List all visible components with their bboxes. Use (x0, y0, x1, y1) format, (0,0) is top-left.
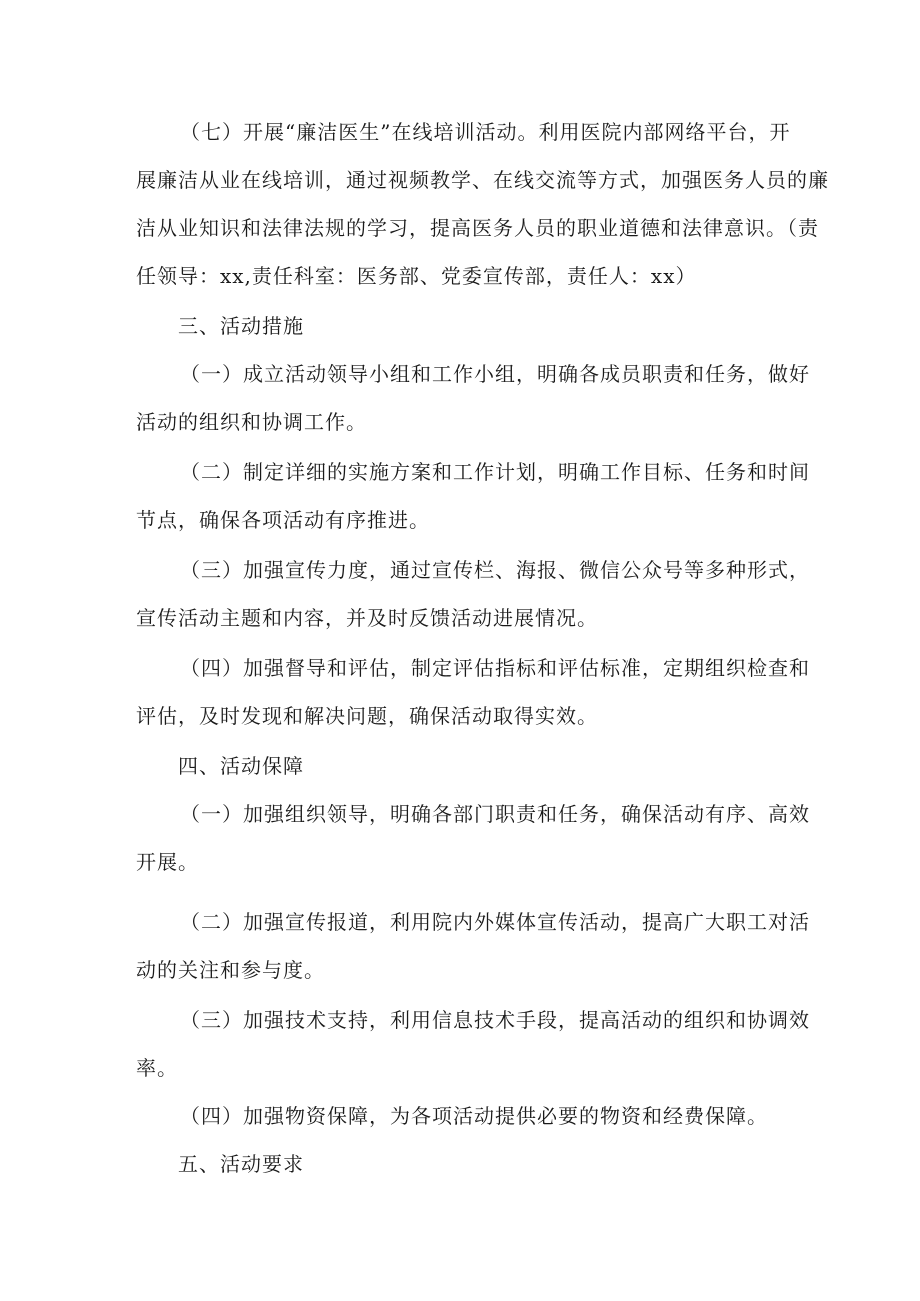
paragraph-line: （三）加强宣传力度，通过宣传栏、海报、微信公众号等多种形式， (180, 558, 810, 582)
paragraph-line: （一）加强组织领导，明确各部门职责和任务，确保活动有序、高效 (180, 802, 810, 826)
paragraph-line: （一）成立活动领导小组和工作小组，明确各成员职责和任务，做好 (180, 362, 810, 386)
paragraph-line: 宣传活动主题和内容，并及时反馈活动进展情况。 (136, 606, 598, 630)
paragraph-line: 节点，确保各项活动有序推进。 (136, 508, 430, 532)
paragraph-line: 开展。 (136, 850, 199, 874)
paragraph-line: （二）制定详细的实施方案和工作计划，明确工作目标、任务和时间 (180, 460, 810, 484)
paragraph-line: （七）开展“廉洁医生”在线培训活动。利用医院内部网络平台，开 (180, 120, 791, 144)
paragraph-line: 活动的组织和协调工作。 (136, 410, 367, 434)
paragraph-line: 评估，及时发现和解决问题，确保活动取得实效。 (136, 704, 598, 728)
paragraph-line: 率。 (136, 1056, 178, 1080)
paragraph-line: 任领导：xx,责任科室：医务部、党委宣传部，责任人：xx） (136, 264, 697, 288)
paragraph-line: 动的关注和参与度。 (136, 958, 325, 982)
paragraph-line: 洁从业知识和法律法规的学习，提高医务人员的职业道德和法律意识。（责 (136, 216, 819, 240)
paragraph-line: （三）加强技术支持，利用信息技术手段，提高活动的组织和协调效 (180, 1008, 810, 1032)
paragraph-line: （四）加强物资保障，为各项活动提供必要的物资和经费保障。 (180, 1104, 768, 1128)
section-heading: 五、活动要求 (178, 1152, 304, 1176)
paragraph-line: 展廉洁从业在线培训，通过视频教学、在线交流等方式，加强医务人员的廉 (136, 168, 829, 192)
paragraph-line: （二）加强宣传报道，利用院内外媒体宣传活动，提高广大职工对活 (180, 910, 810, 934)
paragraph-line: （四）加强督导和评估，制定评估指标和评估标准，定期组织检查和 (180, 656, 810, 680)
section-heading: 三、活动措施 (178, 314, 304, 338)
section-heading: 四、活动保障 (178, 754, 304, 778)
